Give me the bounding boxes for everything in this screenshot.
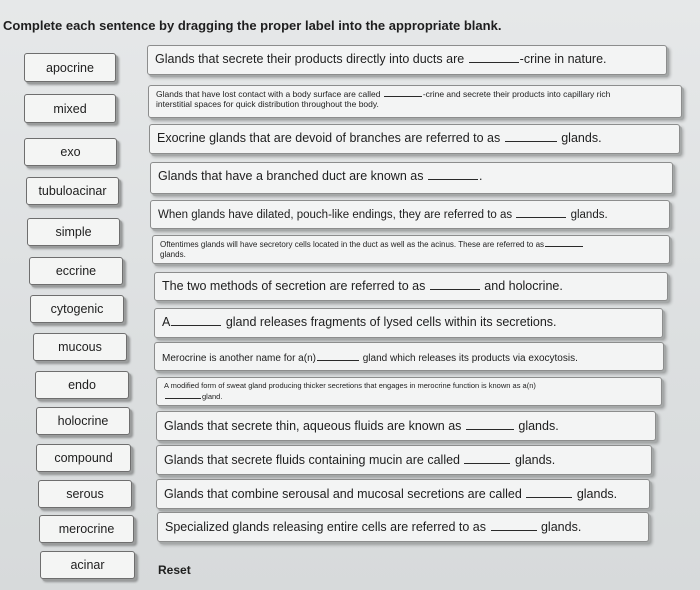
sentence-5-text: When glands have dilated, pouch-like endings, they are referred to as: [158, 209, 513, 221]
label-serous[interactable]: serous: [38, 480, 132, 508]
label-tubuloacinar[interactable]: tubuloacinar: [26, 177, 119, 205]
sentence-3-end: glands.: [561, 131, 602, 145]
sentence-13-end: glands.: [576, 487, 618, 501]
sentence-9-text: Merocrine is another name for a(n): [162, 353, 316, 364]
sentence-10-text: A modified form of sweat gland producing thicker secretions that engages in merocrine function is known as a(n): [164, 381, 536, 390]
drop-blank-9[interactable]: [317, 350, 359, 361]
drop-blank-5[interactable]: [516, 207, 566, 218]
sentence-6: [152, 235, 670, 264]
drop-blank-6[interactable]: [545, 239, 583, 247]
sentence-8-end: gland releases fragments of lysed cells within its secretions.: [225, 315, 557, 329]
label-exo[interactable]: exo: [24, 138, 117, 166]
sentence-7: [154, 272, 668, 301]
drop-blank-12[interactable]: [464, 453, 510, 464]
sentence-13-text: Glands that combine serousal and mucosal secretions are called: [164, 487, 522, 501]
label-mixed[interactable]: mixed: [24, 94, 116, 123]
drop-blank-13[interactable]: [526, 487, 572, 498]
sentence-6-end: glands.: [160, 250, 186, 259]
sentence-9-end: gland which releases its products via exocytosis.: [362, 353, 578, 364]
sentence-10-end: gland.: [202, 391, 223, 401]
sentence-11-end: glands.: [518, 419, 559, 433]
drop-blank-10[interactable]: [165, 391, 201, 399]
label-compound[interactable]: compound: [36, 444, 131, 472]
sentence-13: [156, 479, 650, 509]
label-holocrine[interactable]: holocrine: [36, 407, 130, 435]
sentence-1-end: -crine in nature.: [519, 52, 607, 66]
drop-blank-1[interactable]: [469, 52, 519, 63]
label-mucous[interactable]: mucous: [33, 333, 127, 361]
label-merocrine[interactable]: merocrine: [39, 515, 134, 543]
sentence-14-end: glands.: [540, 520, 582, 534]
sentence-7-end: and holocrine.: [484, 279, 563, 293]
sentence-12-end: glands.: [514, 453, 556, 467]
sentence-11-text: Glands that secrete thin, aqueous fluids are known as: [164, 419, 462, 433]
sentence-5: [150, 200, 670, 229]
drop-blank-4[interactable]: [428, 169, 478, 180]
sentence-9: [154, 342, 664, 371]
label-endo[interactable]: endo: [35, 371, 129, 399]
sentence-2-end: interstitial spaces for quick distribution throughout the body.: [156, 99, 379, 109]
sentence-7-text: The two methods of secretion are referred to as: [162, 279, 426, 293]
sentence-14: [157, 512, 649, 542]
sentence-12: [156, 445, 652, 475]
label-apocrine[interactable]: apocrine: [24, 53, 116, 82]
drop-blank-11[interactable]: [466, 419, 514, 430]
label-simple[interactable]: simple: [27, 218, 120, 246]
sentence-2-text: Glands that have lost contact with a body surface are called: [156, 89, 381, 99]
sentence-4: [150, 162, 673, 194]
sentence-8-text: A: [162, 315, 171, 329]
sentence-3-text: Exocrine glands that are devoid of branches are referred to as: [157, 131, 501, 145]
sentence-2: [148, 85, 682, 118]
sentence-1-text: Glands that secrete their products directly into ducts are: [155, 52, 465, 66]
label-cytogenic[interactable]: cytogenic: [30, 295, 124, 323]
instructions: Complete each sentence by dragging the proper label into the appropriate blank.: [3, 18, 502, 33]
sentence-2-mid: -crine and secrete their products into capillary rich: [422, 89, 611, 99]
sentence-3: [149, 124, 680, 154]
sentence-4-text: Glands that have a branched duct are known as: [158, 169, 424, 183]
reset-button[interactable]: Reset: [158, 563, 191, 577]
sentence-10: [156, 377, 662, 406]
drop-blank-7[interactable]: [430, 279, 480, 290]
drop-blank-2[interactable]: [384, 89, 422, 97]
drop-blank-3[interactable]: [505, 131, 557, 142]
label-eccrine[interactable]: eccrine: [29, 257, 123, 285]
sentence-11: [156, 411, 656, 441]
sentence-12-text: Glands that secrete fluids containing mucin are called: [164, 453, 460, 467]
sentence-8: [154, 308, 663, 338]
sentence-1: [147, 45, 667, 75]
sentence-5-end: glands.: [570, 209, 608, 221]
sentence-6-text: Oftentimes glands will have secretory cells located in the duct as well as the acinus. These are referred to as: [160, 240, 545, 249]
drop-blank-14[interactable]: [491, 520, 537, 531]
sentence-4-end: .: [478, 169, 483, 183]
drop-blank-8[interactable]: [171, 315, 221, 326]
label-acinar[interactable]: acinar: [40, 551, 135, 579]
sentence-14-text: Specialized glands releasing entire cells are referred to as: [165, 520, 487, 534]
